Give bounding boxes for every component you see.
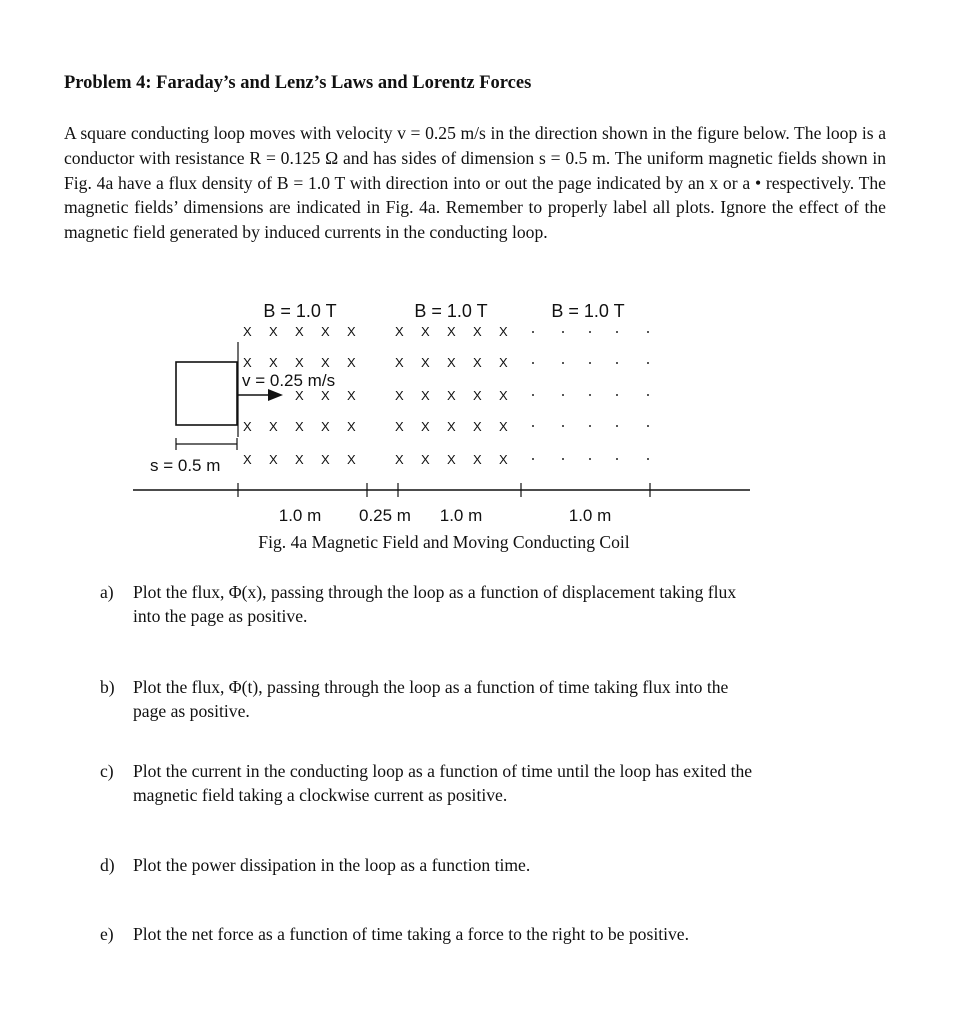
intro-line: indicated in Fig. 4a. Remember to properly label all plots. Ignore the effect of the magnetic [64, 197, 886, 243]
dot-mark [616, 362, 618, 364]
problem-title: Problem 4: Faraday’s and Lenz’s Laws and Lorentz Forces [64, 73, 532, 93]
x-mark: X [395, 452, 404, 467]
field-label-region-2: B = 1.0 T [414, 301, 488, 321]
x-mark: X [321, 388, 330, 403]
question-text [133, 580, 883, 628]
question-line: Plot the power dissipation in the loop as a function time. [133, 855, 531, 875]
x-mark: X [421, 419, 430, 434]
x-mark: X [243, 324, 252, 339]
x-mark: X [421, 324, 430, 339]
x-mark: X [243, 452, 252, 467]
x-mark: X [321, 419, 330, 434]
question-line: Plot the flux, Φ(x), passing through the loop as a function of displacement taking flux [133, 582, 737, 602]
question-line: magnetic field taking a clockwise current as positive. [133, 785, 508, 805]
x-mark: X [295, 324, 304, 339]
dimension-label-region-3: 1.0 m [568, 506, 612, 525]
dot-mark [532, 362, 534, 364]
dot-mark [616, 458, 618, 460]
x-mark: X [473, 452, 482, 467]
dimension-label-region-1: 1.0 m [278, 506, 322, 525]
question-text [133, 759, 883, 807]
figure-4a [0, 290, 959, 560]
x-mark: X [295, 388, 304, 403]
x-mark: X [347, 452, 356, 467]
x-mark: X [395, 419, 404, 434]
dot-mark [616, 331, 618, 333]
x-mark: X [447, 355, 456, 370]
x-mark: X [447, 324, 456, 339]
field-label-region-1: B = 1.0 T [263, 301, 337, 321]
x-mark: X [295, 452, 304, 467]
question-text [133, 853, 883, 877]
into-page-field-region-2 [395, 324, 508, 467]
dot-mark [562, 394, 564, 396]
x-mark: X [473, 419, 482, 434]
x-mark: X [395, 324, 404, 339]
dot-mark [589, 458, 591, 460]
dimension-label-region-2: 1.0 m [439, 506, 483, 525]
x-mark: X [473, 355, 482, 370]
x-mark: X [295, 419, 304, 434]
x-mark: X [295, 355, 304, 370]
x-mark: X [395, 355, 404, 370]
x-mark: X [321, 452, 330, 467]
intro-line: m. The uniform magnetic fields shown in Fig. 4a have a flux density of B = 1.0 T with direction [64, 147, 887, 193]
conducting-loop [176, 362, 237, 425]
question-text [133, 675, 883, 723]
intro-line: below. The loop is a conductor with resistance R = 0.125 Ω and has sides of dimension s = 0.5 [64, 123, 887, 168]
x-mark: X [321, 324, 330, 339]
x-mark: X [269, 324, 278, 339]
x-mark: X [395, 388, 404, 403]
x-mark: X [499, 355, 508, 370]
figure-caption: Fig. 4a Magnetic Field and Moving Conducting Coil [258, 532, 630, 552]
x-mark: X [243, 419, 252, 434]
dot-mark [532, 425, 534, 427]
question-label: b) [100, 677, 115, 697]
x-mark: X [347, 419, 356, 434]
dot-mark [647, 331, 649, 333]
question-line: Plot the flux, Φ(t), passing through the loop as a function of time taking flux into the [133, 677, 729, 697]
x-mark: X [269, 355, 278, 370]
dot-mark [616, 425, 618, 427]
dot-mark [589, 425, 591, 427]
dot-mark [589, 331, 591, 333]
side-label: s = 0.5 m [150, 456, 221, 475]
dot-mark [562, 425, 564, 427]
x-mark: X [347, 324, 356, 339]
x-mark: X [499, 452, 508, 467]
question-text [133, 922, 883, 946]
dot-mark [616, 394, 618, 396]
out-of-page-field-region [532, 331, 649, 460]
x-mark: X [269, 419, 278, 434]
dot-mark [647, 425, 649, 427]
dimension-label-gap: 0.25 m [359, 506, 411, 525]
x-mark: X [421, 355, 430, 370]
x-mark: X [473, 324, 482, 339]
x-mark: X [499, 324, 508, 339]
intro-line: field generated by induced currents in the conducting loop. [132, 222, 548, 243]
dot-mark [647, 458, 649, 460]
velocity-label: v = 0.25 m/s [242, 371, 336, 390]
dot-mark [562, 331, 564, 333]
field-diagram [0, 290, 959, 560]
question-line: Plot the net force as a function of time taking a force to the right to be positive. [133, 924, 689, 944]
dot-mark [562, 458, 564, 460]
question-label: d) [100, 855, 115, 875]
x-mark: X [499, 388, 508, 403]
dot-mark [532, 331, 534, 333]
x-mark: X [473, 388, 482, 403]
x-mark: X [447, 419, 456, 434]
dot-mark [589, 362, 591, 364]
question-line: into the page as positive. [133, 606, 308, 626]
x-mark: X [421, 452, 430, 467]
dot-mark [532, 394, 534, 396]
x-mark: X [347, 388, 356, 403]
x-mark: X [321, 355, 330, 370]
x-mark: X [447, 388, 456, 403]
velocity-arrowhead [268, 389, 283, 401]
dot-mark [532, 458, 534, 460]
question-line: Plot the current in the conducting loop as a function of time until the loop has exited the [133, 761, 753, 781]
question-line: page as positive. [133, 701, 250, 721]
question-label: a) [100, 582, 114, 602]
intro-line: A square conducting loop moves with velocity v = 0.25 m/s in the direction shown in the figure [64, 123, 739, 143]
x-mark: X [447, 452, 456, 467]
problem-statement [64, 121, 886, 245]
x-mark: X [269, 452, 278, 467]
x-mark: X [421, 388, 430, 403]
x-mark: X [499, 419, 508, 434]
question-label: c) [100, 761, 114, 781]
x-mark: X [243, 355, 252, 370]
question-label: e) [100, 924, 114, 944]
field-label-region-3: B = 1.0 T [551, 301, 625, 321]
dot-mark [562, 362, 564, 364]
dot-mark [589, 394, 591, 396]
intro-line: into or out the page indicated by an x or a • respectively. The magnetic fields’ dimensions are [64, 172, 886, 218]
dot-mark [647, 394, 649, 396]
x-mark: X [347, 355, 356, 370]
dot-mark [647, 362, 649, 364]
